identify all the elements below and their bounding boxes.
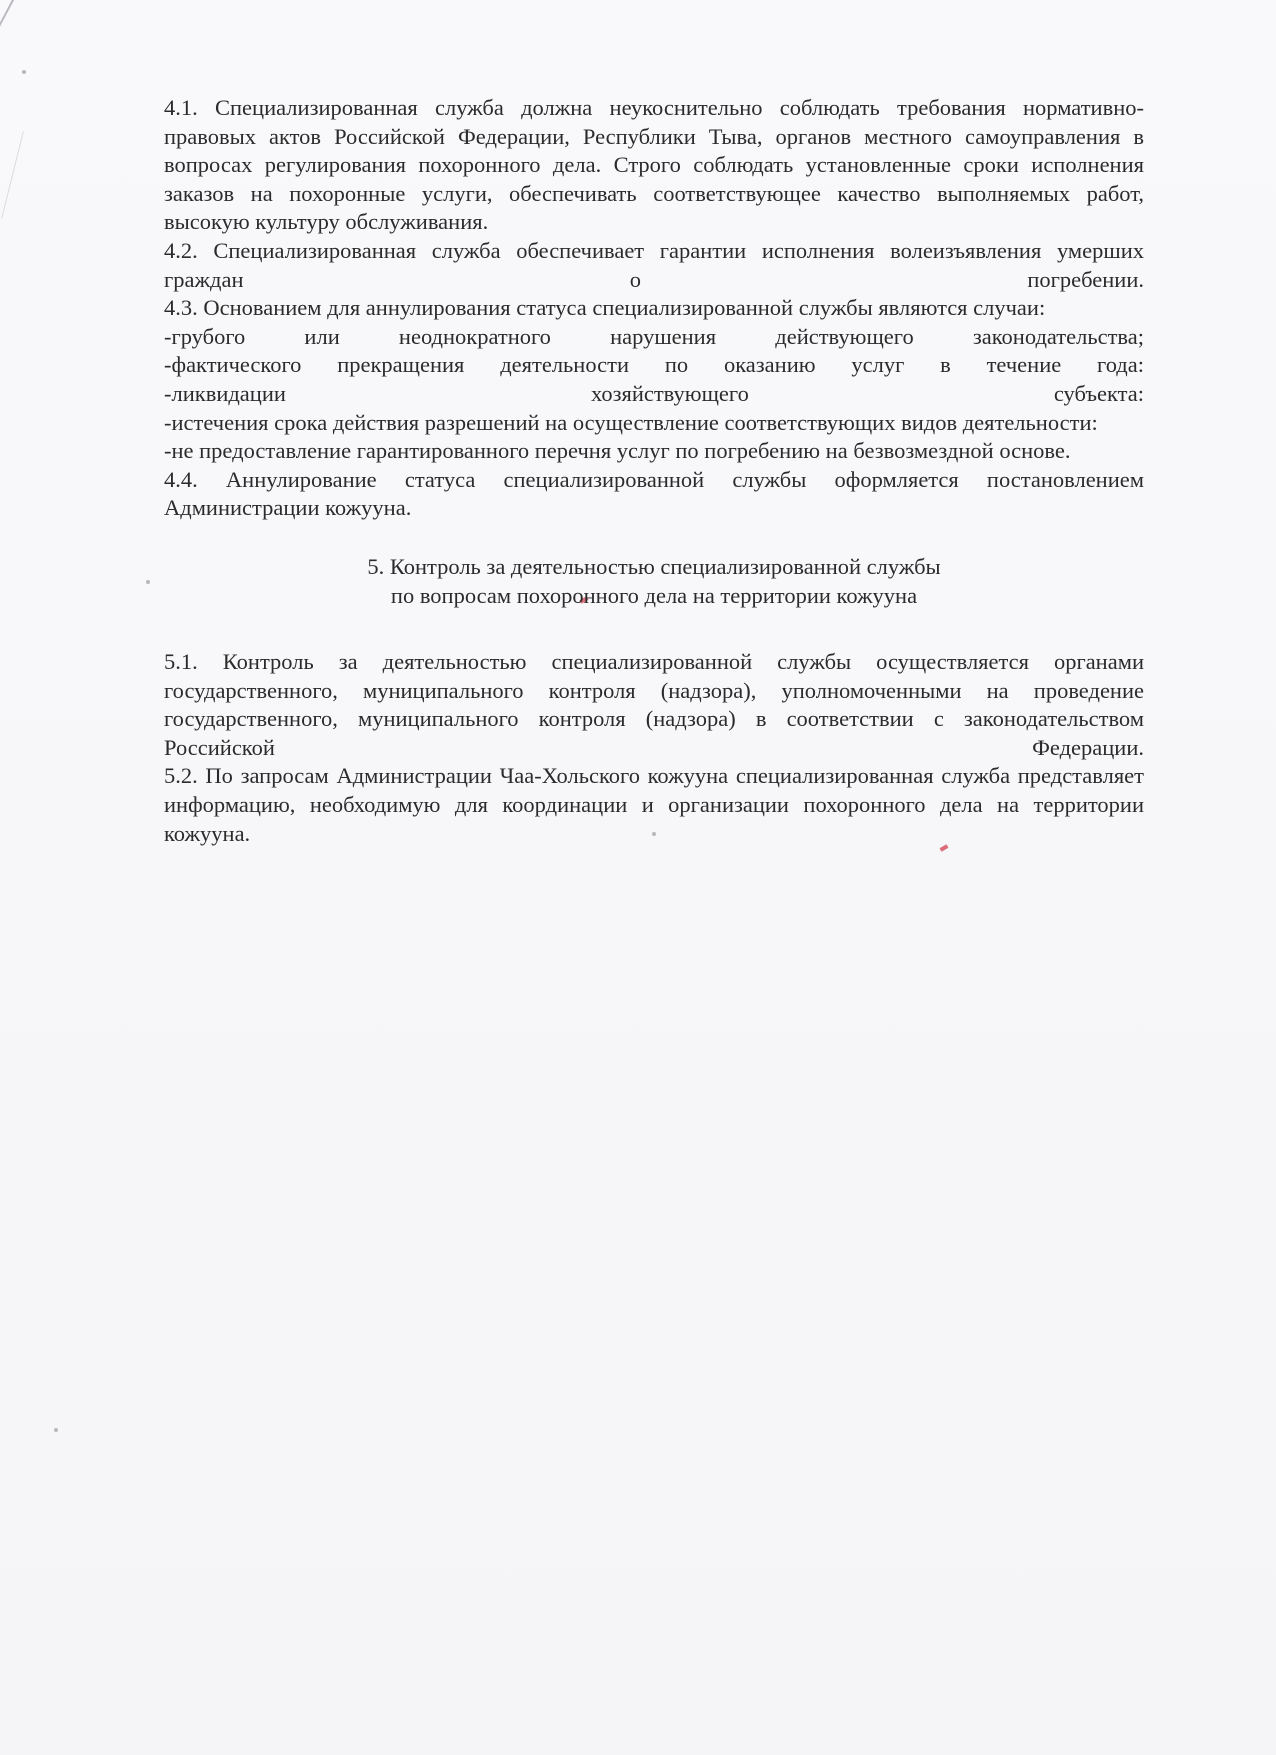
paragraph-5-2: 5.2. По запросам Администрации Чаа-Хольского кожууна специализированная служба представляет информацию, необходимую для координации и организации похоронного дела на территории кожууна. bbox=[164, 763, 1144, 846]
scan-speck bbox=[146, 580, 150, 584]
section-5-heading-line-1: 5. Контроль за деятельностью специализированной службы bbox=[367, 553, 941, 579]
scan-speck bbox=[22, 70, 26, 74]
scan-speck bbox=[54, 1428, 58, 1432]
section-5-body bbox=[164, 648, 1144, 848]
list-item-4-3-1: -грубого или неоднократного нарушения действующего законодательства; bbox=[164, 323, 1144, 349]
section-5-heading-line-2: по вопросам похоронного дела на территории кожууна bbox=[390, 582, 918, 608]
list-item-4-3-5: -не предоставление гарантированного перечня услуг по погребению на безвозмездной основе. bbox=[164, 438, 1071, 464]
list-item-4-3-4: -истечения срока действия разрешений на осуществление соответствующих видов деятельности: bbox=[164, 409, 1098, 435]
paragraph-4-4: 4.4. Аннулирование статуса специализированной службы оформляется постановлением Администрации кожууна. bbox=[164, 466, 1144, 521]
document-body bbox=[164, 94, 1144, 848]
section-5-heading bbox=[164, 553, 1144, 610]
list-item-4-3-2: -фактического прекращения деятельности по оказанию услуг в течение года: bbox=[164, 352, 1144, 378]
scan-edge-line-secondary bbox=[1, 131, 24, 219]
paragraph-4-1: 4.1. Специализированная служба должна неукоснительно соблюдать требования нормативно-правовых актов Российской Федерации, Республики Тыва, органов местного самоуправления в вопросах регулирования похоронного дела. Строго соблюдать установленные сроки исполнения заказов на похоронные услуги, обеспечивать соответствующее качество выполняемых работ, высокую культуру обслуживания. bbox=[164, 95, 1144, 235]
paragraph-4-2: 4.2. Специализированная служба обеспечивает гарантии исполнения волеизъявления умерших граждан о погребении. bbox=[164, 237, 1144, 292]
list-item-4-3-3: -ликвидации хозяйствующего субъекта: bbox=[164, 380, 1144, 406]
paragraph-4-3: 4.3. Основанием для аннулирования статуса специализированной службы являются случаи: bbox=[164, 295, 1046, 321]
paragraph-5-1: 5.1. Контроль за деятельностью специализированной службы осуществляется органами государственного, муниципального контроля (надзора), уполномоченными на проведение государственного, муниципального контроля (надзора) в соответствии с законодательством Российской Федерации. bbox=[164, 649, 1144, 760]
